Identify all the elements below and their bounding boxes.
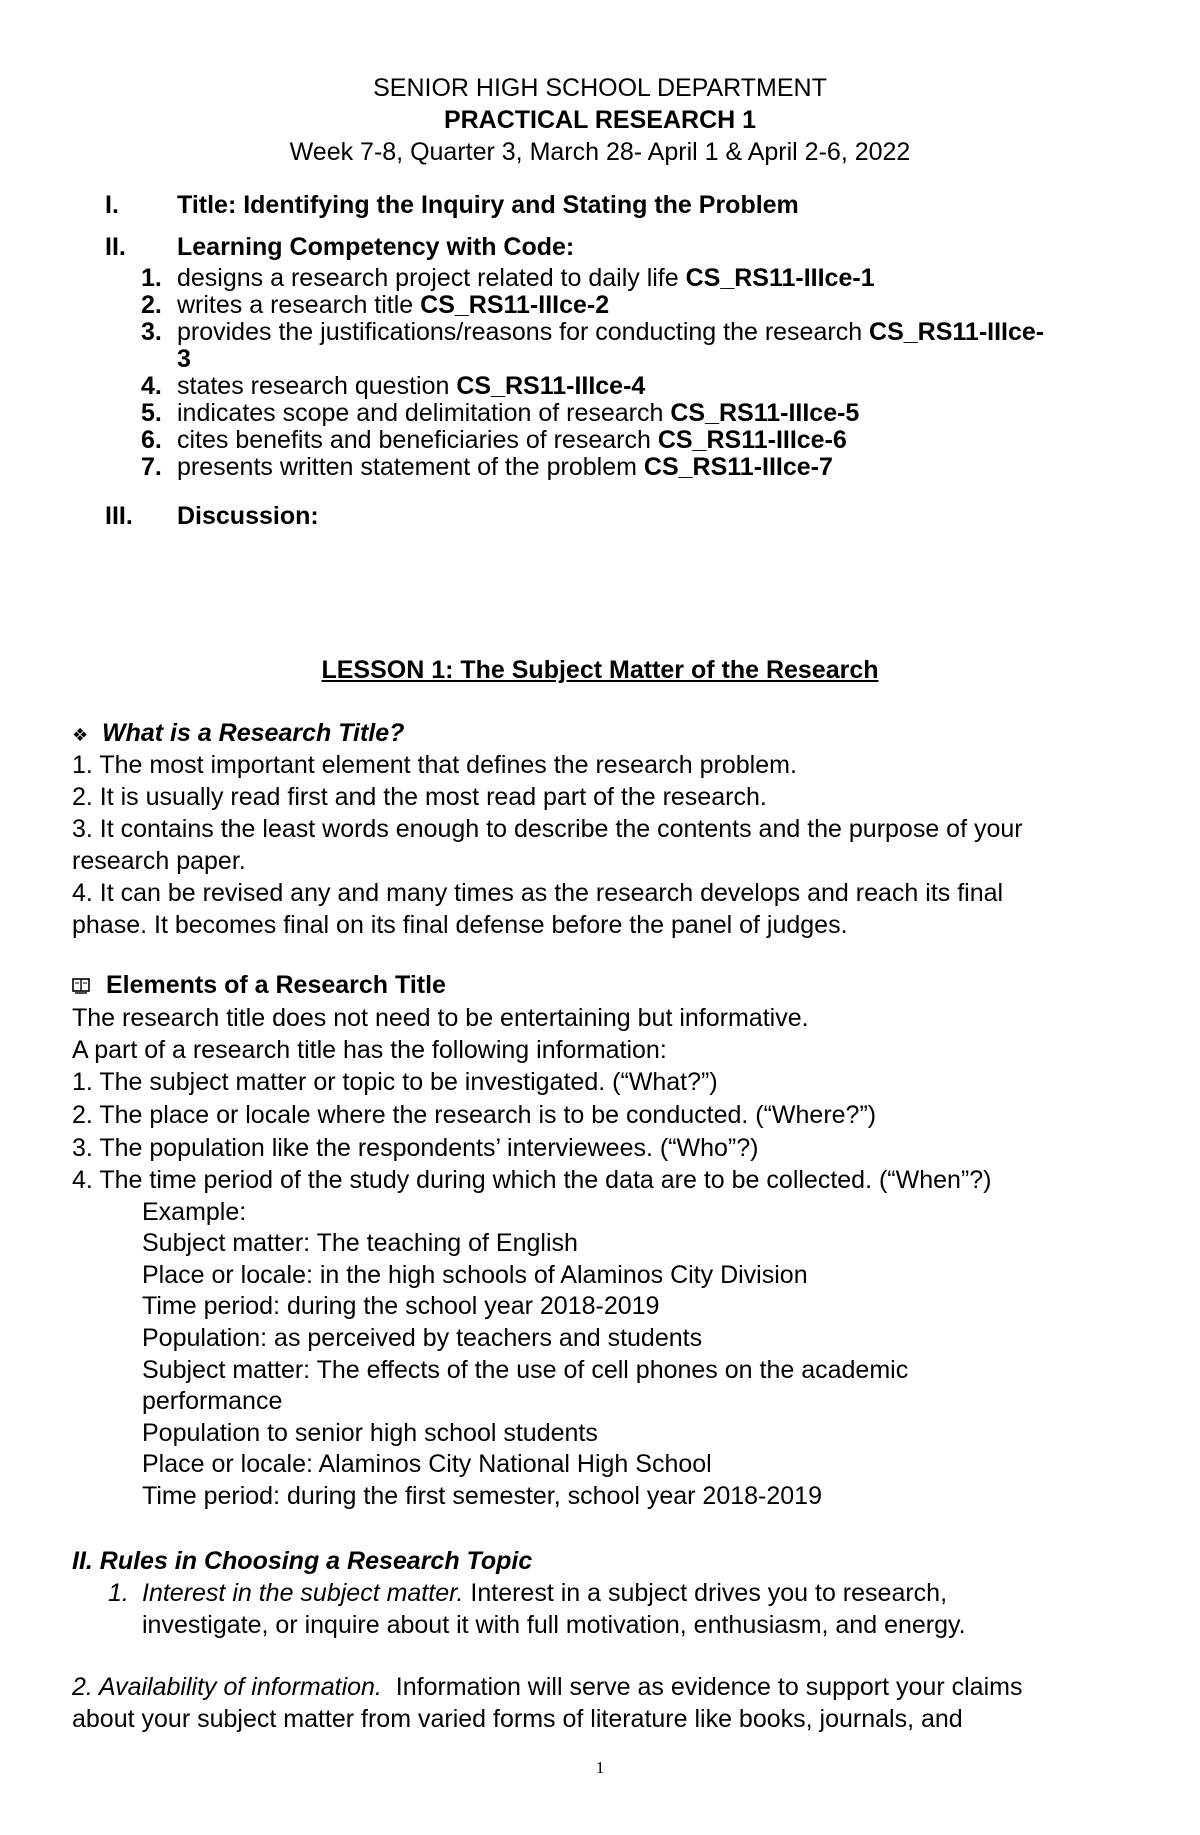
- competency-number: 3.: [141, 318, 162, 346]
- competency-number: 1.: [141, 264, 162, 292]
- paragraph-line: A part of a research title has the following information:: [72, 1036, 667, 1064]
- competency-number: 4.: [141, 372, 162, 400]
- competency-code: CS_RS11-IIIce-6: [657, 426, 847, 454]
- rule-text: Interest in a subject drives you to research,: [463, 1579, 948, 1607]
- competency-code: 3: [177, 345, 191, 373]
- example-line: Subject matter: The teaching of English: [142, 1229, 578, 1257]
- example-line: Subject matter: The effects of the use of cell phones on the academic: [142, 1356, 909, 1384]
- rule-title: Interest in the subject matter.: [142, 1579, 464, 1607]
- example-line: Time period: during the school year 2018-2019: [142, 1292, 660, 1320]
- paragraph-line: 4. The time period of the study during which the data are to be collected. (“When”?): [72, 1166, 992, 1194]
- heading-text: Elements of a Research Title: [106, 971, 446, 999]
- rule-item-2: [72, 1671, 1142, 1735]
- paragraph-line: 2. It is usually read first and the most read part of the research.: [72, 783, 767, 811]
- section-number: II.: [105, 233, 126, 261]
- example-line: Population: as perceived by teachers and students: [142, 1324, 703, 1352]
- heading-text: What is a Research Title?: [102, 719, 405, 747]
- example-line: Example:: [142, 1198, 247, 1226]
- rules-heading: II. Rules in Choosing a Research Topic: [72, 1547, 533, 1575]
- competency-code: CS_RS11-IIIce-7: [643, 453, 833, 481]
- competency-text: indicates scope and delimitation of research: [177, 399, 671, 427]
- competency-code: CS_RS11-IIIce-5: [670, 399, 860, 427]
- paragraph-line: 1. The most important element that defines the research problem.: [72, 751, 797, 779]
- paragraph-line: phase. It becomes final on its final defense before the panel of judges.: [72, 911, 848, 939]
- section-number: I.: [105, 191, 119, 219]
- section-title: Learning Competency with Code:: [177, 233, 575, 261]
- paragraph-line: 1. The subject matter or topic to be investigated. (“What?”): [72, 1068, 718, 1096]
- paragraph-line: 2. The place or locale where the research is to be conducted. (“Where?”): [72, 1101, 877, 1129]
- lesson-title: LESSON 1: The Subject Matter of the Research: [321, 656, 879, 684]
- competency-text: writes a research title: [177, 291, 421, 319]
- schedule-line: Week 7-8, Quarter 3, March 28- April 1 & April 2-6, 2022: [289, 138, 911, 166]
- competency-text: provides the justifications/reasons for conducting the research: [177, 318, 870, 346]
- competency-text: states research question: [177, 372, 457, 400]
- elements-heading: [72, 969, 446, 1001]
- subject-title: PRACTICAL RESEARCH 1: [443, 106, 757, 134]
- competency-number: 5.: [141, 399, 162, 427]
- competency-code: CS_RS11-IIIce-2: [420, 291, 610, 319]
- competency-text: presents written statement of the problem: [177, 453, 644, 481]
- section-iii: [105, 500, 319, 532]
- competency-number: 2.: [141, 291, 162, 319]
- rule-title: 2. Availability of information.: [72, 1673, 382, 1701]
- section-ii: [105, 231, 574, 263]
- competency-text: designs a research project related to daily life: [177, 264, 686, 292]
- example-line: Place or locale: in the high schools of Alaminos City Division: [142, 1261, 808, 1289]
- competency-number: 7.: [141, 453, 162, 481]
- paragraph-line: 3. The population like the respondents’ interviewees. (“Who”?): [72, 1134, 759, 1162]
- section-title: Title: Identifying the Inquiry and Stating the Problem: [177, 191, 799, 219]
- paragraph-line: 3. It contains the least words enough to describe the contents and the purpose of your: [72, 815, 1023, 843]
- paragraph-line: 4. It can be revised any and many times as the research develops and reach its final: [72, 879, 1004, 907]
- rule-number: 1.: [108, 1579, 129, 1607]
- research-title-heading: [72, 717, 404, 751]
- page-number: 1: [595, 1758, 605, 1777]
- rule-text: about your subject matter from varied forms of literature like books, journals, and: [72, 1705, 963, 1733]
- competency-number: 6.: [141, 426, 162, 454]
- competency-code: CS_RS11-IIIce-: [869, 318, 1045, 346]
- competency-code: CS_RS11-IIIce-4: [456, 372, 646, 400]
- example-line: performance: [142, 1387, 283, 1415]
- competency-item: [141, 451, 1141, 483]
- paragraph-line: research paper.: [72, 847, 246, 875]
- book-icon: [72, 978, 90, 994]
- diamond-bullet-icon: ❖: [72, 725, 89, 745]
- example-line: Place or locale: Alaminos City National High School: [142, 1450, 712, 1478]
- section-title: Discussion:: [177, 502, 319, 530]
- example-line: Population to senior high school students: [142, 1419, 598, 1447]
- competency-text: cites benefits and beneficiaries of research: [177, 426, 658, 454]
- example-line: Time period: during the first semester, school year 2018-2019: [142, 1482, 822, 1510]
- paragraph-line: The research title does not need to be entertaining but informative.: [72, 1004, 809, 1032]
- section-i: [105, 189, 799, 221]
- rule-text: Information will serve as evidence to support your claims: [381, 1673, 1023, 1701]
- department-header: SENIOR HIGH SCHOOL DEPARTMENT: [373, 74, 827, 102]
- competency-code: CS_RS11-IIIce-1: [685, 264, 875, 292]
- section-number: III.: [105, 502, 133, 530]
- rule-text: investigate, or inquire about it with full motivation, enthusiasm, and energy.: [142, 1611, 966, 1639]
